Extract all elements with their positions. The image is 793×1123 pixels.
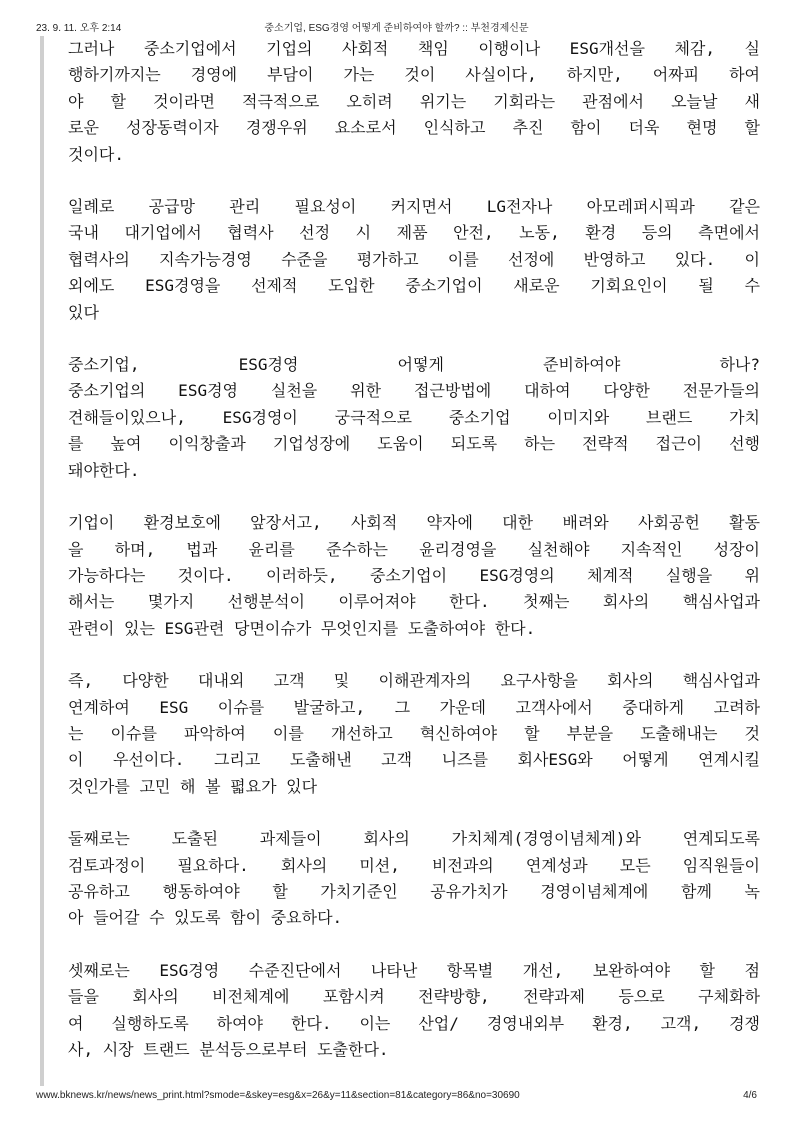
paragraph-line: 둘째로는 도출된 과제들이 회사의 가치체계(경영이념체계)와 연계되도록	[68, 829, 760, 849]
paragraph-line: 여 실행하도록 하여야 한다. 이는 산업/ 경영내외부 환경, 고객, 경쟁	[68, 1013, 760, 1033]
paragraph-line: 중소기업, ESG경영 어떻게 준비하여야 하나?	[68, 355, 760, 375]
article-paragraph	[68, 194, 760, 326]
paragraph-line: 사, 시장 트랜드 분석등으로부터 도출한다.	[68, 1040, 389, 1059]
paragraph-line: 즉, 다양한 대내외 고객 및 이해관계자의 요구사항을 회사의 핵심사업과	[68, 671, 760, 691]
paragraph-line: 국내 대기업에서 협력사 선정 시 제품 안전, 노동, 환경 등의 측면에서	[68, 223, 760, 243]
paragraph-line: 을 하며, 법과 윤리를 준수하는 윤리경영을 실천해야 지속적인 성장이	[68, 539, 760, 559]
paragraph-line: 견해들이있으나, ESG경영이 궁극적으로 중소기업 이미지와 브랜드 가치	[68, 407, 760, 427]
paragraph-line: 검토과정이 필요하다. 회사의 미션, 비전과의 연계성과 모든 임직원들이	[68, 855, 760, 875]
paragraph-line: 는 이슈를 파악하여 이를 개선하고 혁신하여야 할 부분을 도출해내는 것	[68, 723, 760, 743]
paragraph-line: 중소기업의 ESG경영 실천을 위한 접근방법에 대하여 다양한 전문가들의	[68, 381, 760, 401]
paragraph-line: 외에도 ESG경영을 선제적 도입한 중소기업이 새로운 기회요인이 될 수	[68, 276, 760, 296]
paragraph-line: 있다	[68, 302, 99, 322]
article-paragraph	[68, 36, 760, 168]
paragraph-line: 를 높여 이익창출과 기업성장에 도움이 되도록 하는 전략적 접근이 선행	[68, 434, 760, 454]
paragraph-line: 행하기까지는 경영에 부담이 가는 것이 사실이다, 하지만, 어짜피 하여	[68, 65, 760, 85]
paragraph-line: 해서는 몇가지 선행분석이 이루어져야 한다. 첫째는 회사의 핵심사업과	[68, 592, 760, 612]
paragraph-line: 로운 성장동력이자 경쟁우위 요소로서 인식하고 추진 함이 더욱 현명 할	[68, 118, 760, 138]
article-paragraph	[68, 510, 760, 642]
paragraph-line: 공유하고 행동하여야 할 가치기준인 공유가치가 경영이념체계에 함께 녹	[68, 881, 760, 901]
paragraph-line: 일례로 공급망 관리 필요성이 커지면서 LG전자나 아모레퍼시픽과 같은	[68, 197, 760, 217]
paragraph-line: 그러나 중소기업에서 기업의 사회적 책임 이행이나 ESG개선을 체감, 실	[68, 39, 760, 58]
paragraph-line: 기업이 환경보호에 앞장서고, 사회적 약자에 대한 배려와 사회공헌 활동	[68, 513, 760, 533]
article-paragraph	[68, 958, 760, 1064]
print-header	[36, 19, 757, 33]
print-datetime: 23. 9. 11. 오후 2:14	[36, 23, 122, 34]
print-footer	[36, 1090, 757, 1104]
paragraph-line: 협력사의 지속가능경영 수준을 평가하고 이를 선정에 반영하고 있다. 이	[68, 249, 760, 269]
print-page-title: 중소기업, ESG경영 어떻게 준비하여야 할까? :: 부천경제신문	[264, 23, 529, 34]
paragraph-line: 아 들어갈 수 있도록 함이 중요하다.	[68, 908, 343, 928]
print-page-number: 4/6	[743, 1090, 757, 1101]
article-body	[68, 36, 760, 1089]
article-paragraph	[68, 352, 760, 484]
article-paragraph	[68, 668, 760, 800]
paragraph-line: 가능하다는 것이다. 이러하듯, 중소기업이 ESG경영의 체계적 실행을 위	[68, 565, 760, 585]
paragraph-line: 관련이 있는 ESG관련 당면이슈가 무엇인지를 도출하여야 한다.	[68, 618, 536, 638]
article-paragraph	[68, 826, 760, 932]
paragraph-line: 셋째로는 ESG경영 수준진단에서 나타난 항목별 개선, 보완하여야 할 점	[68, 960, 760, 980]
paragraph-line: 것이다.	[68, 144, 125, 164]
paragraph-line: 것인가를 고민 해 볼 펿요가 있다	[68, 776, 318, 796]
paragraph-line: 들을 회사의 비전체계에 포함시켜 전략방향, 전략과제 등으로 구체화하	[68, 987, 760, 1007]
print-url: www.bknews.kr/news/news_print.html?smode=&skey=esg&x=26&y=11&section=81&category=86&no=30690	[36, 1090, 520, 1101]
paragraph-line: 돼야한다.	[68, 460, 140, 480]
paragraph-line: 야 할 것이라면 적극적으로 오히려 위기는 기회라는 관점에서 오늘날 새	[68, 91, 760, 111]
paragraph-line: 이 우선이다. 그리고 도출해낸 고객 니즈를 회사ESG와 어떻게 연계시킬	[68, 750, 760, 770]
quote-border	[40, 36, 44, 1086]
paragraph-line: 연계하여 ESG 이슈를 발굴하고, 그 가운데 고객사에서 중대하게 고려하	[68, 697, 760, 717]
